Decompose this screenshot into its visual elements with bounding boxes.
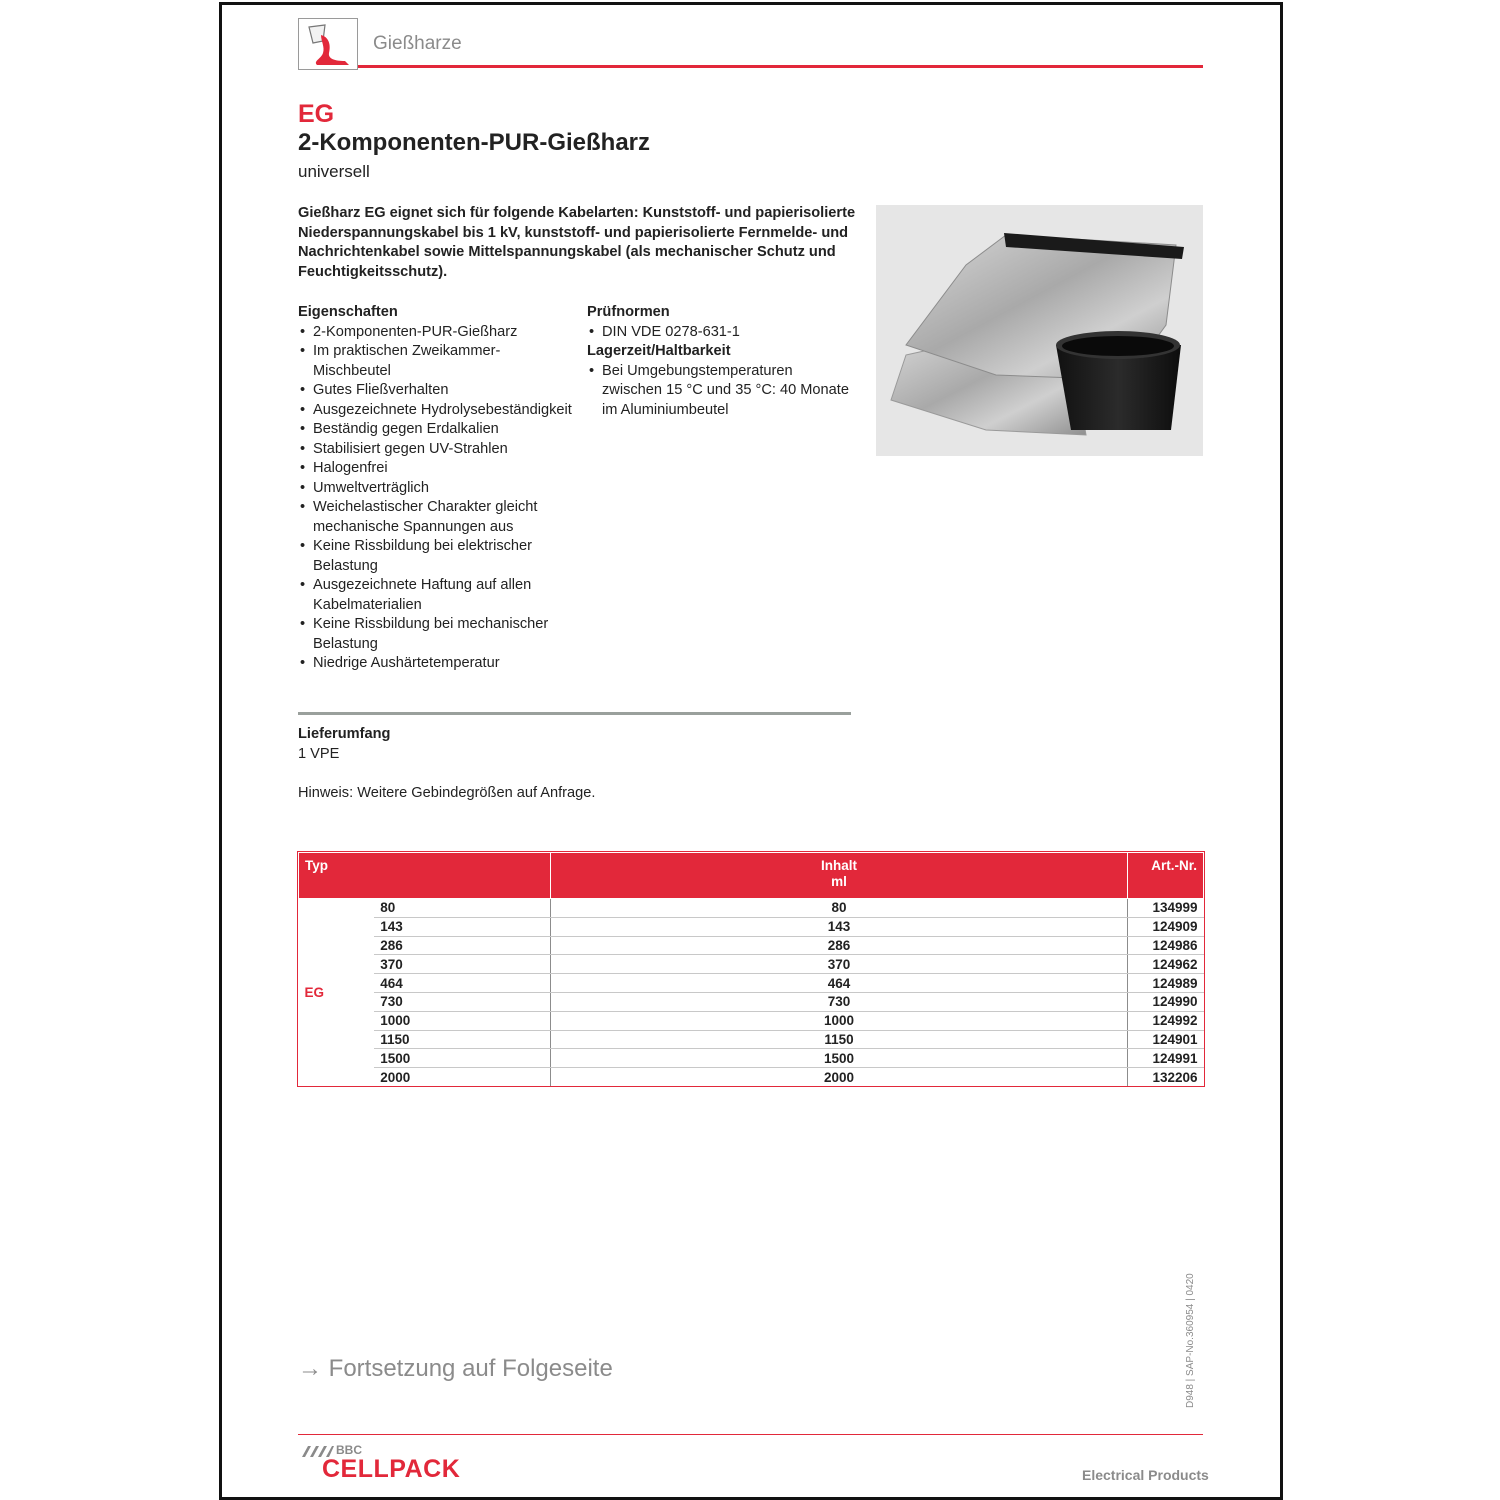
list-item: • Im praktischen Zweikammer-Mischbeutel xyxy=(298,342,573,381)
header-divider xyxy=(358,65,1203,68)
section-divider xyxy=(298,712,851,715)
document-code: D948 | SAP-No.360954 | 0420 xyxy=(1185,1273,1196,1408)
inhalt-cell: 730 xyxy=(551,992,1128,1011)
footer-divider xyxy=(298,1434,1203,1435)
list-item: • Niedrige Aushärtetemperatur xyxy=(298,654,573,674)
footer-tagline: Electrical Products xyxy=(1082,1467,1209,1483)
size-cell: 286 xyxy=(374,936,550,955)
art-cell: 124986 xyxy=(1128,936,1204,955)
table-row xyxy=(299,936,1204,955)
product-table xyxy=(298,852,1204,1086)
table-row xyxy=(299,1049,1204,1068)
list-item: • Weichelastischer Charakter gleicht mechanische Spannungen aus xyxy=(298,498,573,537)
pouring-bucket-icon xyxy=(298,18,358,70)
product-subtitle: universell xyxy=(298,162,370,181)
inhalt-cell: 370 xyxy=(551,955,1128,974)
table-row xyxy=(299,1011,1204,1030)
list-item: • 2-Komponenten-PUR-Gießharz xyxy=(298,323,573,343)
list-item: • Gutes Fließverhalten xyxy=(298,381,573,401)
size-cell: 464 xyxy=(374,974,550,993)
note-text: Hinweis: Weitere Gebindegrößen auf Anfrage. xyxy=(298,785,596,801)
art-cell: 134999 xyxy=(1128,899,1204,918)
art-cell: 124901 xyxy=(1128,1030,1204,1049)
column-header-inhalt xyxy=(551,853,1128,899)
category-title: Gießharze xyxy=(373,33,462,54)
inhalt-cell: 1150 xyxy=(551,1030,1128,1049)
size-cell: 370 xyxy=(374,955,550,974)
inhalt-cell: 464 xyxy=(551,974,1128,993)
standards-section xyxy=(587,303,852,420)
list-item: • Ausgezeichnete Haftung auf allen Kabelmaterialien xyxy=(298,576,573,615)
inhalt-cell: 80 xyxy=(551,899,1128,918)
inhalt-cell: 1500 xyxy=(551,1049,1128,1068)
size-cell: 730 xyxy=(374,992,550,1011)
table-row xyxy=(299,955,1204,974)
table-row xyxy=(299,1030,1204,1049)
logo-stripes-icon xyxy=(298,1444,334,1455)
list-item: • Keine Rissbildung bei elektrischer Belastung xyxy=(298,537,573,576)
storage-list xyxy=(587,362,852,421)
standards-heading: Prüfnormen xyxy=(587,304,670,320)
size-cell: 1000 xyxy=(374,1011,550,1030)
table-row xyxy=(299,974,1204,993)
type-cell: EG xyxy=(304,984,325,1000)
size-cell: 2000 xyxy=(374,1068,550,1086)
art-cell: 124962 xyxy=(1128,955,1204,974)
properties-section xyxy=(298,303,573,674)
list-item: • Bei Umgebungstemperaturen zwischen 15 °C und 35 °C: 40 Monate im Aluminiumbeutel xyxy=(587,362,852,421)
art-cell: 132206 xyxy=(1152,1069,1198,1085)
storage-heading: Lagerzeit/Haltbarkeit xyxy=(587,343,731,359)
properties-list xyxy=(298,323,573,674)
art-cell: 124989 xyxy=(1128,974,1204,993)
table-row xyxy=(299,992,1204,1011)
product-code: EG xyxy=(298,100,335,128)
product-photo xyxy=(876,205,1203,456)
art-cell: 124909 xyxy=(1128,917,1204,936)
inhalt-label: Inhalt xyxy=(821,858,857,873)
art-cell: 124990 xyxy=(1128,992,1204,1011)
art-cell: 124991 xyxy=(1128,1049,1204,1068)
table-row xyxy=(299,1068,1204,1086)
delivery-heading: Lieferumfang xyxy=(298,726,391,742)
logo-bbc-text: BBC xyxy=(336,1443,362,1457)
list-item: • Beständig gegen Erdalkalien xyxy=(298,420,573,440)
size-cell: 1150 xyxy=(374,1030,550,1049)
inhalt-cell: 143 xyxy=(551,917,1128,936)
properties-heading: Eigenschaften xyxy=(298,304,398,320)
art-cell: 124992 xyxy=(1128,1011,1204,1030)
list-item: • Ausgezeichnete Hydrolysebeständigkeit xyxy=(298,401,573,421)
list-item: • DIN VDE 0278-631-1 xyxy=(587,323,852,343)
inhalt-cell: 1000 xyxy=(551,1011,1128,1030)
size-cell: 80 xyxy=(374,899,550,918)
inhalt-unit: ml xyxy=(831,874,847,889)
inhalt-cell: 286 xyxy=(551,936,1128,955)
inhalt-cell: 2000 xyxy=(551,1068,1128,1086)
size-cell: 1500 xyxy=(374,1049,550,1068)
table-row xyxy=(299,899,1204,918)
delivery-value: 1 VPE xyxy=(298,746,340,762)
continuation-text: → Fortsetzung auf Folgeseite xyxy=(298,1355,613,1382)
column-header-typ: Typ xyxy=(299,853,551,899)
size-cell: 143 xyxy=(374,917,550,936)
intro-paragraph: Gießharz EG eignet sich für folgende Kabelarten: Kunststoff- und papierisolierte Niederspannungskabel bis 1 kV, kunststoff- und papierisolierte Fernmelde- und Nachrichtenkabel sowie Mittelspannungskabel (als mechanischer Schutz und Feuchtigkeitsschutz). xyxy=(298,205,856,280)
list-item: • Stabilisiert gegen UV-Strahlen xyxy=(298,440,573,460)
list-item: • Umweltverträglich xyxy=(298,479,573,499)
list-item: • Keine Rissbildung bei mechanischer Belastung xyxy=(298,615,573,654)
list-item: • Halogenfrei xyxy=(298,459,573,479)
brand-logo: CELLPACK xyxy=(322,1455,461,1483)
product-title: 2-Komponenten-PUR-Gießharz xyxy=(298,129,651,156)
table-row xyxy=(299,917,1204,936)
column-header-art: Art.-Nr. xyxy=(1128,853,1204,899)
standards-list xyxy=(587,323,852,343)
